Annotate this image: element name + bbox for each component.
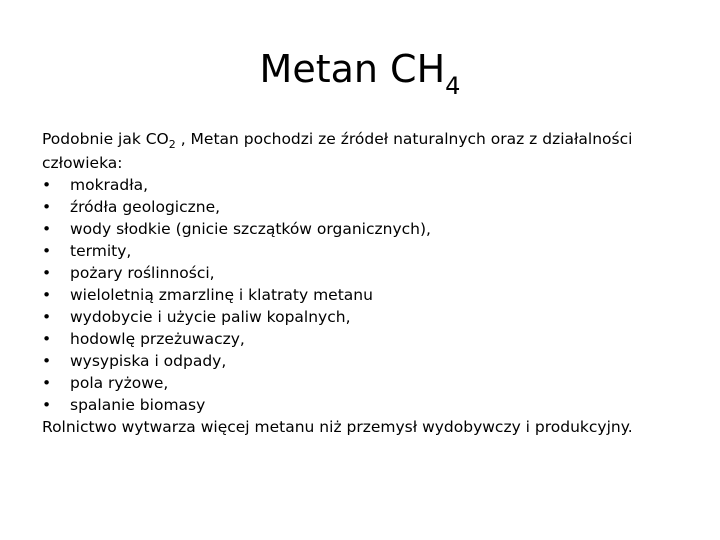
bullet-icon: • — [42, 220, 52, 238]
bullet-icon: • — [42, 308, 52, 326]
list-item — [42, 328, 692, 350]
list-item-text: źródła geologiczne, — [70, 198, 221, 216]
list-item — [42, 218, 692, 240]
list-item-text: pola ryżowe, — [70, 374, 169, 392]
closing-paragraph: Rolnictwo wytwarza więcej metanu niż przemysł wydobywczy i produkcyjny. — [42, 418, 633, 436]
list-item — [42, 372, 692, 394]
list-item-text: termity, — [70, 242, 132, 260]
list-item — [42, 240, 692, 262]
list-item — [42, 262, 692, 284]
list-item — [42, 174, 692, 196]
list-item-text: wody słodkie (gnicie szczątków organicznych), — [70, 220, 431, 238]
list-item-text: wydobycie i użycie paliw kopalnych, — [70, 308, 351, 326]
bullet-icon: • — [42, 198, 52, 216]
bullet-icon: • — [42, 286, 52, 304]
intro-subscript: 2 — [168, 138, 176, 151]
bullet-icon: • — [42, 374, 52, 392]
slide-title-subscript: 4 — [445, 72, 461, 100]
bullet-icon: • — [42, 242, 52, 260]
list-item-text: wysypiska i odpady, — [70, 352, 227, 370]
slide-title — [0, 44, 720, 99]
list-item-text: pożary roślinności, — [70, 264, 215, 282]
list-item — [42, 196, 692, 218]
slide-body — [42, 128, 692, 438]
bullet-icon: • — [42, 176, 52, 194]
bullet-icon: • — [42, 264, 52, 282]
intro-text-start: Podobnie jak CO — [42, 130, 169, 148]
list-item-text: wieloletnią zmarzlinę i klatraty metanu — [70, 286, 373, 304]
bullet-icon: • — [42, 330, 52, 348]
list-item-text: hodowlę przeżuwaczy, — [70, 330, 245, 348]
source-list — [42, 174, 692, 416]
intro-text-end: , Metan pochodzi ze źródeł naturalnych oraz z działalności człowieka: — [42, 130, 633, 172]
list-item — [42, 306, 692, 328]
intro-paragraph — [42, 128, 692, 174]
list-item — [42, 394, 692, 416]
list-item — [42, 350, 692, 372]
list-item-text: spalanie biomasy — [70, 396, 206, 414]
bullet-icon: • — [42, 352, 52, 370]
list-item — [42, 284, 692, 306]
list-item-text: mokradła, — [70, 176, 149, 194]
slide-title-text: Metan CH — [259, 47, 446, 91]
bullet-icon: • — [42, 396, 52, 414]
